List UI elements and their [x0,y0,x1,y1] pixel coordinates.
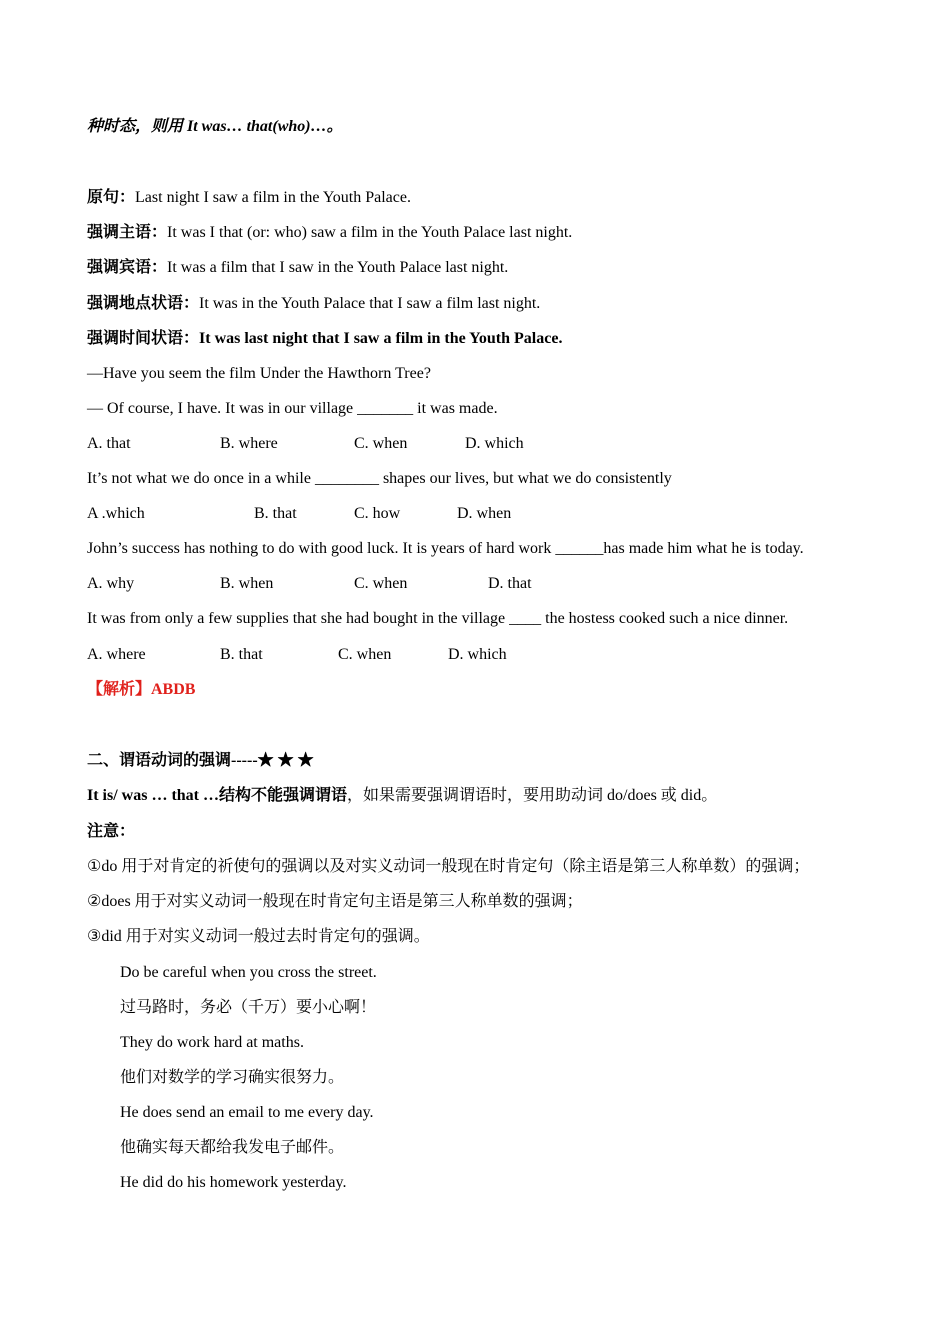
emphasis-place [87,294,540,314]
question-2-option-d: D. when [457,505,512,522]
subject-label: 强调主语： [87,224,168,241]
rule-bold: It is/ was … that …结构不能强调谓语 [87,787,348,804]
question-2-line-1: It’s not what we do once in a while ________ shapes our lives, but what we do consistently [87,470,672,487]
note-3: ③did 用于对实义动词一般过去时肯定句的强调。 [87,928,430,945]
place-label: 强调地点状语： [87,295,200,312]
emphasis-time [87,329,562,349]
question-3-option-a: A. why [87,575,135,592]
rule-rest: ，如果需要强调谓语时，要用助动词 do/does 或 did。 [347,787,718,804]
emphasis-object [87,258,508,278]
section-2-heading: 二、谓语动词的强调-----★ ★ ★ [87,752,314,769]
object-label: 强调宾语： [87,259,168,276]
time-label: 强调时间状语： [87,330,200,347]
note-1: ①do 用于对肯定的祈使句的强调以及对实义动词一般现在时肯定句（除主语是第三人称单数）的强调； [87,858,810,875]
example-4-en: He did do his homework yesterday. [120,1174,347,1191]
question-1-line-1: —Have you seem the film Under the Hawthorn Tree? [87,365,431,382]
question-1-option-a: A. that [87,435,131,452]
example-2-zh: 他们对数学的学习确实很努力。 [120,1069,345,1086]
question-1-option-b: B. where [220,435,278,452]
subject-text: It was I that (or: who) saw a film in the Youth Palace last night. [167,224,573,241]
example-3-en: He does send an email to me every day. [120,1104,374,1121]
question-4-option-a: A. where [87,646,146,663]
intro-tail: 种时态，则用 It was… that(who)…。 [87,118,343,135]
question-4-option-d: D. which [448,646,507,663]
note-2: ②does 用于对实义动词一般现在时肯定句主语是第三人称单数的强调； [87,893,583,910]
place-text: It was in the Youth Palace that I saw a film last night. [199,295,541,312]
question-3-option-d: D. that [488,575,532,592]
question-3-line-1: John’s success has nothing to do with good luck. It is years of hard work ______has made him what he is today. [87,540,804,557]
original-sentence [87,188,411,208]
example-1-en: Do be careful when you cross the street. [120,964,377,981]
question-4-line-1: It was from only a few supplies that she had bought in the village ____ the hostess cooked such a nice dinner. [87,610,789,627]
emphasis-subject [87,223,572,243]
answer-analysis: 【解析】ABDB [87,681,196,698]
question-2-option-a: A .which [87,505,145,522]
original-text: Last night I saw a film in the Youth Palace. [135,189,411,206]
question-1-option-c: C. when [354,435,408,452]
example-3-zh: 他确实每天都给我发电子邮件。 [120,1139,345,1156]
question-2-option-b: B. that [254,505,297,522]
question-4-option-b: B. that [220,646,263,663]
object-text: It was a film that I saw in the Youth Palace last night. [167,259,509,276]
question-1-line-2: — Of course, I have. It was in our village _______ it was made. [87,400,498,417]
note-label: 注意： [87,823,136,840]
question-3-option-c: C. when [354,575,408,592]
example-1-zh: 过马路时，务必（千万）要小心啊！ [120,999,377,1016]
example-2-en: They do work hard at maths. [120,1034,304,1051]
question-1-option-d: D. which [465,435,524,452]
question-3-option-b: B. when [220,575,274,592]
original-label: 原句： [87,189,136,206]
time-text: It was last night that I saw a film in the Youth Palace. [199,330,563,347]
question-4-option-c: C. when [338,646,392,663]
section-2-rule [87,786,717,806]
question-2-option-c: C. how [354,505,401,522]
